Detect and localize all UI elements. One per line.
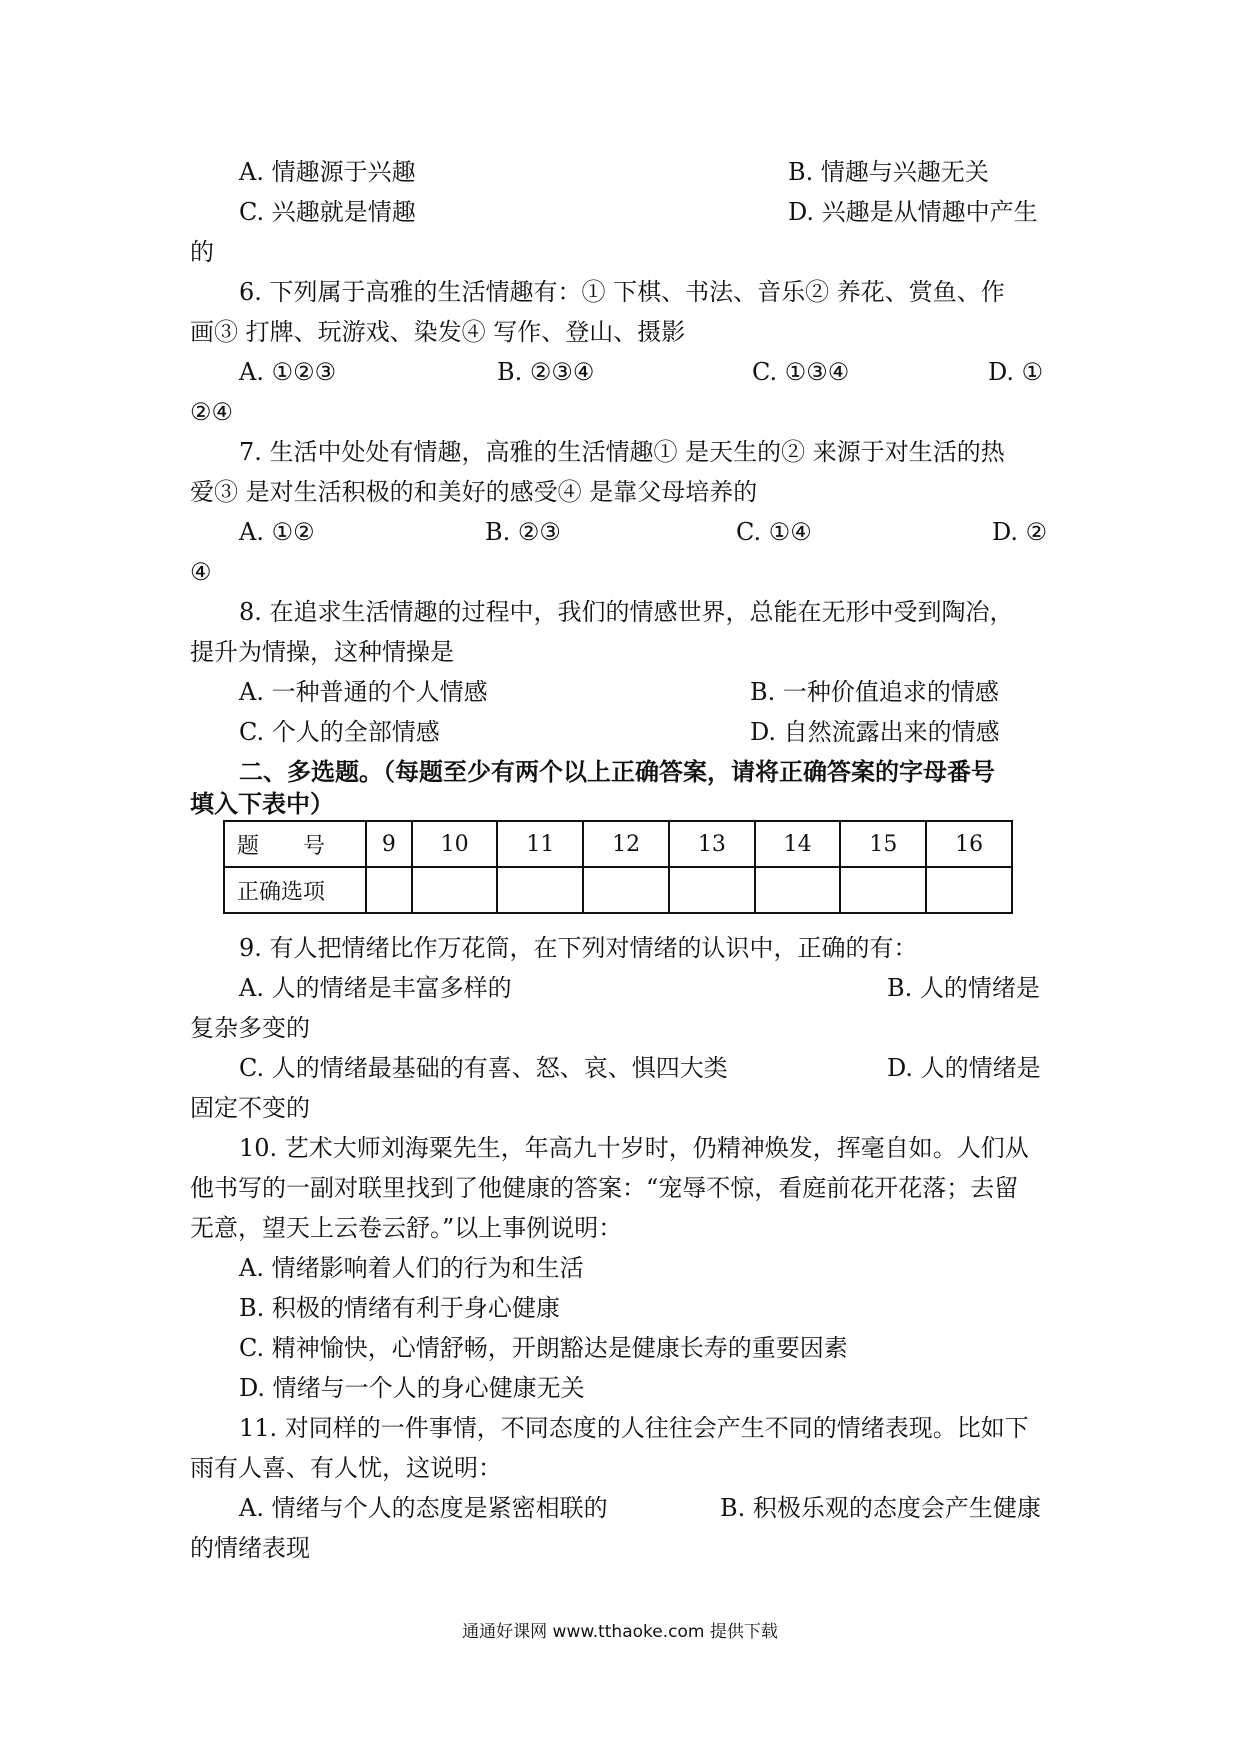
- q10-option-b: B. 积极的情绪有利于身心健康: [239, 1294, 560, 1322]
- q9-option-a: A. 人的情绪是丰富多样的: [239, 974, 512, 1002]
- answer-cell[interactable]: [755, 867, 841, 913]
- q7-option-d: D. ②: [992, 518, 1048, 546]
- q7-option-d-cont: ④: [190, 558, 212, 586]
- q9-option-d: D. 人的情绪是: [887, 1054, 1041, 1082]
- answer-cell[interactable]: [497, 867, 583, 913]
- page-footer: 通通好课网 www.tthaoke.com 提供下载: [462, 1622, 778, 1642]
- q10-stem-line2: 他书写的一副对联里找到了他健康的答案：“宠辱不惊，看庭前花开花落；去留: [190, 1174, 1019, 1202]
- q8-stem-line1: 8. 在追求生活情趣的过程中，我们的情感世界，总能在无形中受到陶冶，: [239, 598, 1014, 626]
- q7-stem-line1: 7. 生活中处处有情趣，高雅的生活情趣① 是天生的② 来源于对生活的热: [239, 438, 1005, 466]
- q6-option-c: C. ①③④: [752, 358, 850, 386]
- q11-option-a: A. 情绪与个人的态度是紧密相联的: [239, 1494, 608, 1522]
- answer-cell[interactable]: [840, 867, 926, 913]
- question-number-cell: 13: [669, 821, 755, 867]
- q6-option-b: B. ②③④: [497, 358, 595, 386]
- q9-stem-line1: 9. 有人把情绪比作万花筒，在下列对情绪的认识中，正确的有：: [239, 934, 918, 962]
- q7-option-a: A. ①②: [239, 518, 315, 546]
- q6-option-d-cont: ②④: [190, 398, 234, 426]
- q9-option-b: B. 人的情绪是: [887, 974, 1040, 1002]
- answer-cell[interactable]: [926, 867, 1012, 913]
- correct-option-header: 正确选项: [224, 867, 366, 913]
- q5-option-c: C. 兴趣就是情趣: [239, 198, 416, 226]
- q11-option-b-cont: 的情绪表现: [190, 1534, 310, 1562]
- q6-option-d: D. ①: [988, 358, 1044, 386]
- answer-table-answer-row: [224, 867, 1012, 913]
- answer-cell[interactable]: [583, 867, 669, 913]
- q10-option-c: C. 精神愉快，心情舒畅，开朗豁达是健康长寿的重要因素: [239, 1334, 848, 1362]
- answer-cell[interactable]: [412, 867, 498, 913]
- answer-table: [223, 820, 1013, 914]
- q8-stem-line2: 提升为情操，这种情操是: [190, 638, 454, 666]
- section-2-heading-line2: 填入下表中）: [190, 790, 334, 818]
- q10-stem-line3: 无意，望天上云卷云舒。”以上事例说明：: [190, 1214, 623, 1242]
- q10-stem-line1: 10. 艺术大师刘海粟先生，年高九十岁时，仍精神焕发，挥毫自如。人们从: [239, 1134, 1029, 1162]
- q8-option-c: C. 个人的全部情感: [239, 718, 440, 746]
- q10-option-a: A. 情绪影响着人们的行为和生活: [239, 1254, 584, 1282]
- q6-stem-line1: 6. 下列属于高雅的生活情趣有：① 下棋、书法、音乐② 养花、赏鱼、作: [239, 278, 1005, 306]
- q9-option-b-cont: 复杂多变的: [190, 1014, 310, 1042]
- q5-option-d-cont: 的: [190, 238, 214, 266]
- question-number-cell: 9: [366, 821, 412, 867]
- q7-option-c: C. ①④: [736, 518, 812, 546]
- answer-table-number-row: [224, 821, 1012, 867]
- question-number-cell: 12: [583, 821, 669, 867]
- q8-option-d: D. 自然流露出来的情感: [750, 718, 1000, 746]
- q11-option-b: B. 积极乐观的态度会产生健康: [720, 1494, 1041, 1522]
- q11-stem-line1: 11. 对同样的一件事情，不同态度的人往往会产生不同的情绪表现。比如下: [239, 1414, 1029, 1442]
- q7-option-b: B. ②③: [485, 518, 561, 546]
- q5-option-a: A. 情趣源于兴趣: [239, 158, 416, 186]
- question-number-cell: 11: [497, 821, 583, 867]
- q11-stem-line2: 雨有人喜、有人忧，这说明：: [190, 1454, 502, 1482]
- question-number-cell: 16: [926, 821, 1012, 867]
- q6-stem-line2: 画③ 打牌、玩游戏、染发④ 写作、登山、摄影: [190, 318, 686, 346]
- q9-option-d-cont: 固定不变的: [190, 1094, 310, 1122]
- q8-option-b: B. 一种价值追求的情感: [750, 678, 999, 706]
- question-number-cell: 14: [755, 821, 841, 867]
- q9-option-c: C. 人的情绪最基础的有喜、怒、哀、惧四大类: [239, 1054, 728, 1082]
- q5-option-d: D. 兴趣是从情趣中产生: [788, 198, 1038, 226]
- question-number-cell: 15: [840, 821, 926, 867]
- answer-cell[interactable]: [669, 867, 755, 913]
- q10-option-d: D. 情绪与一个人的身心健康无关: [239, 1374, 585, 1402]
- section-2-heading-line1: 二、多选题。（每题至少有两个以上正确答案，请将正确答案的字母番号: [239, 758, 995, 786]
- q8-option-a: A. 一种普通的个人情感: [239, 678, 488, 706]
- question-number-header: 题 号: [224, 821, 366, 867]
- question-number-cell: 10: [412, 821, 498, 867]
- q7-stem-line2: 爱③ 是对生活积极的和美好的感受④ 是靠父母培养的: [190, 478, 758, 506]
- answer-cell[interactable]: [366, 867, 412, 913]
- q6-option-a: A. ①②③: [239, 358, 337, 386]
- q5-option-b: B. 情趣与兴趣无关: [788, 158, 989, 186]
